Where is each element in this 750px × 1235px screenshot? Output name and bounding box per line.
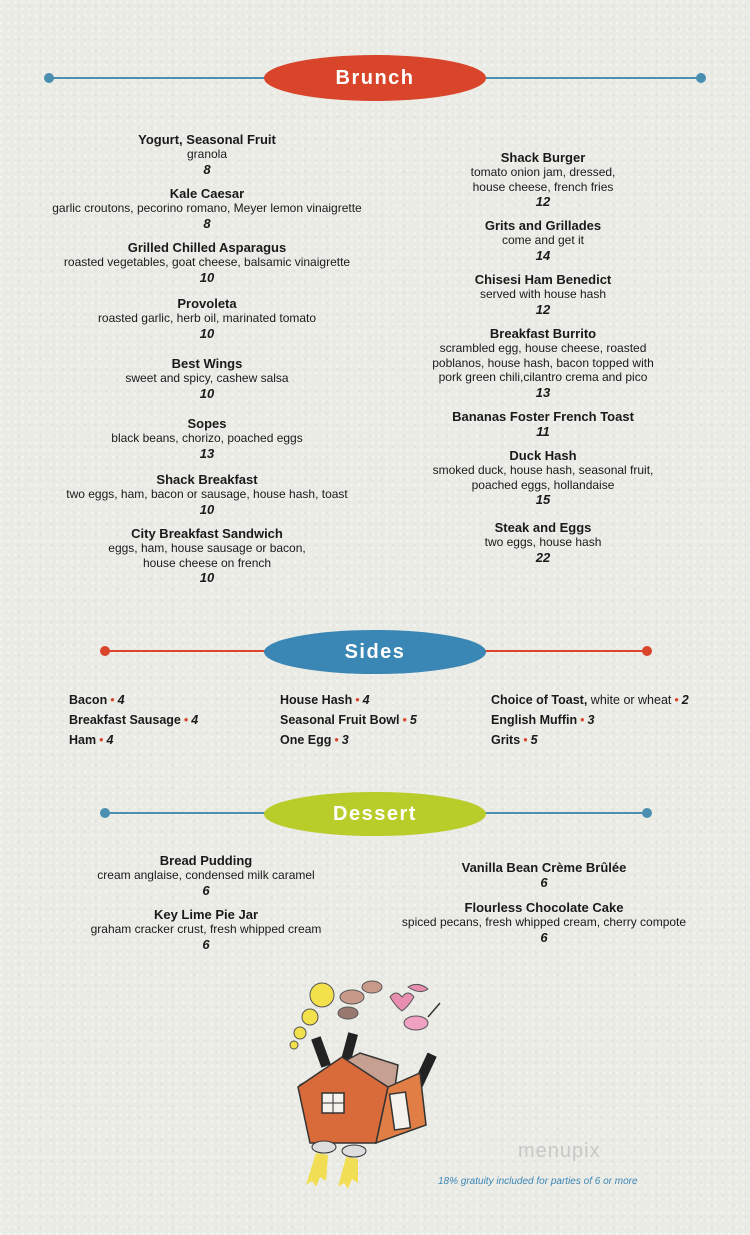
item-name: Duck Hash	[509, 448, 577, 463]
price-separator: •	[580, 713, 585, 727]
item-price: 11	[536, 424, 550, 439]
price-separator: •	[183, 713, 189, 727]
menu-item	[382, 272, 704, 317]
menu-item	[40, 853, 372, 898]
item-name: Bananas Foster French Toast	[452, 409, 634, 424]
side-item	[280, 733, 349, 747]
item-description: roasted garlic, herb oil, marinated tomato	[97, 311, 317, 325]
item-name: Breakfast Burrito	[489, 326, 597, 341]
menu-item	[30, 416, 384, 461]
item-description: served with house hash	[479, 287, 607, 301]
side-item	[69, 733, 113, 747]
side-price: 5	[409, 713, 417, 727]
side-item	[280, 693, 370, 707]
item-description: smoked duck, house hash, seasonal fruit,	[432, 463, 654, 477]
side-item	[491, 733, 538, 747]
price-separator: •	[110, 693, 115, 707]
menu-item	[382, 900, 706, 945]
side-price: 2	[681, 693, 689, 707]
item-description: poached eggs, hollandaise	[471, 477, 615, 492]
side-price: 4	[362, 693, 370, 707]
menu-item	[30, 526, 384, 585]
item-description: house cheese, french fries	[472, 179, 614, 194]
sides-title: Sides	[264, 630, 486, 674]
price-separator: •	[355, 693, 360, 707]
side-name: One Egg	[280, 733, 332, 747]
side-price: 3	[341, 733, 349, 747]
item-price: 6	[202, 882, 210, 898]
item-price: 8	[203, 215, 211, 231]
item-price: 10	[199, 325, 215, 341]
item-name: Bread Pudding	[159, 853, 253, 868]
item-price: 6	[202, 936, 210, 952]
price-separator: •	[523, 733, 528, 747]
item-description: come and get it	[501, 233, 585, 247]
side-price: 5	[530, 733, 538, 747]
side-name: Bacon	[69, 693, 108, 707]
item-price: 15	[535, 492, 551, 507]
dessert-left-column	[40, 853, 372, 963]
item-price: 13	[199, 445, 215, 461]
menu-item	[382, 409, 704, 439]
menu-item	[30, 132, 384, 177]
item-name: Best Wings	[171, 356, 243, 371]
menu-item	[40, 907, 372, 952]
flying-house-icon	[280, 975, 470, 1190]
menu-item	[30, 186, 384, 231]
item-price: 10	[199, 570, 215, 585]
brunch-right-column	[382, 150, 704, 570]
item-name: Steak and Eggs	[494, 520, 592, 535]
side-item	[69, 713, 198, 727]
side-name: English Muffin	[491, 713, 578, 727]
item-price: 8	[203, 161, 211, 177]
menu-item	[30, 296, 384, 341]
item-name: Grilled Chilled Asparagus	[127, 240, 287, 255]
item-name: Yogurt, Seasonal Fruit	[138, 132, 276, 147]
item-name: Shack Breakfast	[156, 472, 258, 487]
item-name: Chisesi Ham Benedict	[474, 272, 612, 287]
side-item	[491, 713, 594, 727]
menu-item	[382, 860, 706, 890]
item-description: garlic croutons, pecorino romano, Meyer lemon vinaigrette	[52, 201, 362, 215]
watermark: menupix	[518, 1140, 601, 1162]
menu-item	[382, 448, 704, 507]
side-name: Breakfast Sausage	[69, 713, 181, 727]
menu-item	[30, 472, 384, 517]
item-description: tomato onion jam, dressed,	[470, 165, 616, 179]
item-name: Vanilla Bean Crème Brûlée	[461, 860, 627, 875]
gratuity-note: 18% gratuity included for parties of 6 or more	[438, 1176, 638, 1187]
item-description: scrambled egg, house cheese, roasted	[439, 341, 647, 355]
brunch-title: Brunch	[264, 55, 486, 101]
item-price: 14	[535, 247, 551, 263]
item-price: 12	[535, 301, 551, 317]
side-item	[280, 713, 417, 727]
item-price: 22	[535, 549, 551, 565]
item-name: Sopes	[187, 416, 227, 431]
side-price: 3	[587, 713, 595, 727]
item-description: cream anglaise, condensed milk caramel	[97, 868, 315, 882]
side-price: 4	[191, 713, 199, 727]
item-name: Shack Burger	[500, 150, 586, 165]
item-description: sweet and spicy, cashew salsa	[125, 371, 289, 385]
menu-item	[382, 520, 704, 565]
item-price: 10	[199, 385, 215, 401]
item-description: house cheese on french	[142, 555, 272, 570]
item-description: granola	[186, 147, 228, 161]
item-name: Flourless Chocolate Cake	[464, 900, 624, 915]
brunch-left-column	[30, 132, 384, 592]
side-price: 4	[106, 733, 114, 747]
dessert-right-column	[382, 860, 706, 960]
side-name: House Hash	[280, 693, 353, 707]
menu-item	[382, 218, 704, 263]
menu-item	[30, 356, 384, 401]
side-name: Seasonal Fruit Bowl	[280, 713, 400, 727]
price-separator: •	[674, 693, 679, 707]
side-item	[69, 693, 125, 707]
price-separator: •	[334, 733, 339, 747]
item-description: eggs, ham, house sausage or bacon,	[108, 541, 306, 555]
item-price: 10	[199, 501, 215, 517]
menu-item	[382, 150, 704, 209]
menu-item	[30, 240, 384, 285]
item-price: 6	[540, 875, 548, 890]
side-price: 4	[117, 693, 125, 707]
item-price: 10	[199, 269, 215, 285]
item-description: black beans, chorizo, poached eggs	[111, 431, 303, 445]
price-separator: •	[99, 733, 104, 747]
item-price: 6	[540, 929, 548, 945]
item-name: Grits and Grillades	[484, 218, 602, 233]
item-price: 13	[535, 384, 551, 400]
item-description: spiced pecans, fresh whipped cream, cherry compote	[401, 915, 687, 929]
dessert-title: Dessert	[264, 792, 486, 836]
item-description: two eggs, ham, bacon or sausage, house hash, toast	[66, 487, 348, 501]
item-description: roasted vegetables, goat cheese, balsamic vinaigrette	[63, 255, 351, 269]
item-description: graham cracker crust, fresh whipped cream	[90, 922, 322, 936]
side-name: Grits	[491, 733, 521, 747]
side-description: white or wheat	[587, 693, 672, 707]
item-description: pork green chili,cilantro crema and pico	[438, 370, 648, 384]
item-name: Provoleta	[177, 296, 237, 311]
price-separator: •	[402, 713, 407, 727]
item-name: City Breakfast Sandwich	[131, 526, 283, 541]
side-name: Choice of Toast,	[491, 693, 588, 707]
side-name: Ham	[69, 733, 97, 747]
side-item	[491, 693, 689, 707]
menu-item	[382, 326, 704, 400]
item-description: poblanos, house hash, bacon topped with	[432, 355, 654, 370]
item-price: 12	[535, 194, 551, 209]
item-description: two eggs, house hash	[484, 535, 602, 549]
item-name: Kale Caesar	[169, 186, 245, 201]
item-name: Key Lime Pie Jar	[153, 907, 259, 922]
